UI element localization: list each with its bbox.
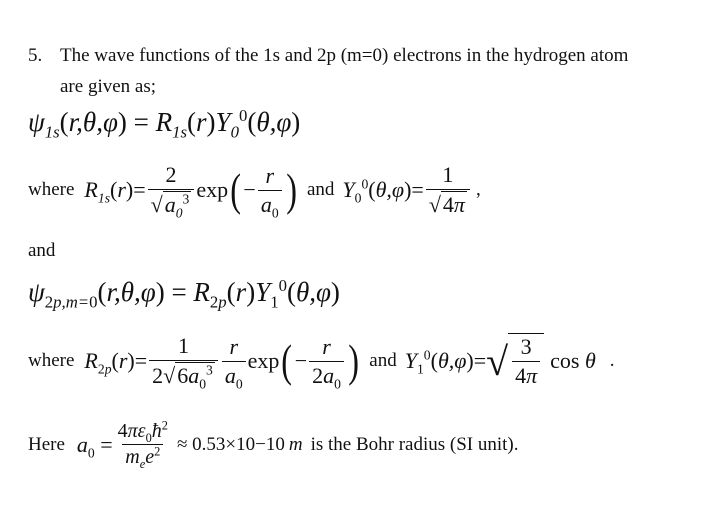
problem-line-2: are given as; — [60, 76, 157, 97]
and-connector: and — [28, 240, 56, 261]
here-label: Here — [28, 433, 65, 455]
equation-r2p-y10: where $R_{2p}(r)=$ 1 2 √ $6a_0^3$ $\frac{r}{a_0}$ exp ( − $\frac{r}{2a_0}$ ) and $Y_1^0(\theta,\varphi)=$ √ $\frac{3}{4\pi}$ cos θ . — [28, 333, 615, 392]
where-label-2: where — [28, 350, 75, 371]
approx-value: ≈ 0.53×10 — [176, 433, 256, 455]
and-label-1: and — [306, 179, 335, 200]
problem-number: 5. — [28, 45, 43, 66]
and-label-2: and — [369, 350, 397, 371]
problem-line-1: The wave functions of the 1s and 2p (m=0) electrons in the hydrogen atom — [60, 45, 629, 66]
equation-psi-1s: $\psi_{1s}$ ( r,θ,φ ) = $R_{1s}$ ( r ) $Y_0^0$ ( θ,φ ) — [28, 106, 301, 142]
equation-r1s-y00: where $R_{1s}(r)=$ 2 √ $a_0^3$ exp ( − $\frac{r}{a_0}$ ) and $Y_0^0(\theta,\varphi)=$ 1 √ 4π , — [28, 162, 481, 221]
trailing-period: . — [609, 350, 615, 371]
where-label: where — [28, 179, 75, 200]
equation-bohr-radius: Here $a_0$ = $\frac{4\pi\varepsilon_0ħ^2}{m_ee^2}$ ≈ 0.53×10 −10 m is the Bohr radius (SI unit). — [28, 418, 519, 471]
trailing-comma: , — [475, 179, 481, 200]
unit-m: m — [288, 433, 303, 455]
equation-psi-2p: $\psi_{2p,m=0}$ ( r,θ,φ ) = $R_{2p}$ ( r ) $Y_1^0$ ( θ,φ ) — [28, 276, 340, 312]
bohr-radius-note: is the Bohr radius (SI unit). — [310, 433, 519, 455]
